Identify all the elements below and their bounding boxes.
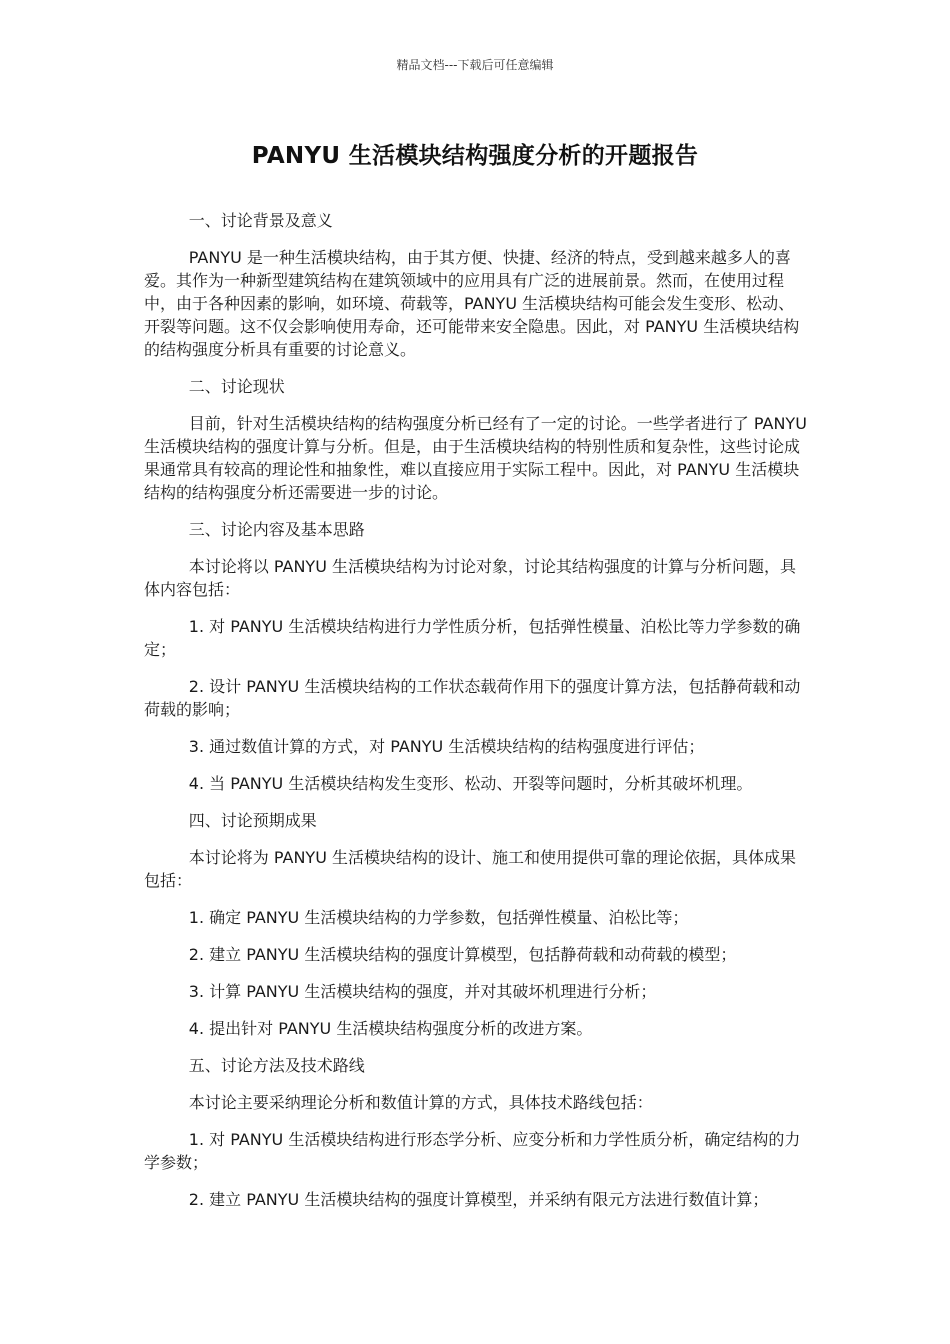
list-item: 4. 当 PANYU 生活模块结构发生变形、松动、开裂等问题时，分析其破坏机理。 bbox=[188, 774, 753, 793]
body-paragraph: PANYU 是一种生活模块结构，由于其方便、快捷、经济的特点，受到越来越多人的喜爱。其作为一种新型建筑结构在建筑领域中的应用具有广泛的进展前景。然而，在使用过程中，由于各种因素的影响，如环境、荷载等，PANYU 生活模块结构可能会发生变形、松动、开裂等问题。这不仅会影响使用寿命，还可能带来安全隐患。因此，对 PANYU 生活模块结构的结构强度分析具有重要的讨论意义。 bbox=[144, 248, 800, 359]
header-note: 精品文档---下载后可任意编辑 bbox=[396, 58, 554, 72]
list-item: 2. 建立 PANYU 生活模块结构的强度计算模型，并采纳有限元方法进行数值计算； bbox=[188, 1190, 769, 1209]
list-item: 1. 对 PANYU 生活模块结构进行力学性质分析，包括弹性模量、泊松比等力学参数的确定； bbox=[144, 617, 801, 659]
list-item: 3. 通过数值计算的方式，对 PANYU 生活模块结构的结构强度进行评估； bbox=[188, 737, 705, 756]
document-title: PANYU 生活模块结构强度分析的开题报告 bbox=[251, 143, 699, 169]
body-paragraph: 本讨论将以 PANYU 生活模块结构为讨论对象，讨论其结构强度的计算与分析问题，具体内容包括： bbox=[144, 557, 796, 599]
section-heading: 五、讨论方法及技术路线 bbox=[188, 1056, 365, 1075]
document-body bbox=[144, 209, 808, 1225]
body-paragraph: 目前，针对生活模块结构的结构强度分析已经有了一定的讨论。一些学者进行了 PANYU 生活模块结构的强度计算与分析。但是，由于生活模块结构的特别性质和复杂性，这些讨论成果通常具有较高的理论性和抽象性，难以直接应用于实际工程中。因此，对 PANYU 生活模块结构的结构强度分析还需要进一步的讨论。 bbox=[144, 414, 807, 502]
list-item: 1. 对 PANYU 生活模块结构进行形态学分析、应变分析和力学性质分析，确定结构的力学参数； bbox=[144, 1130, 801, 1172]
section-heading: 一、讨论背景及意义 bbox=[188, 211, 333, 230]
list-item: 2. 设计 PANYU 生活模块结构的工作状态载荷作用下的强度计算方法，包括静荷载和动荷载的影响； bbox=[144, 677, 801, 719]
section-heading: 三、讨论内容及基本思路 bbox=[188, 520, 365, 539]
body-paragraph: 本讨论将为 PANYU 生活模块结构的设计、施工和使用提供可靠的理论依据，具体成果包括： bbox=[144, 848, 796, 890]
list-item: 1. 确定 PANYU 生活模块结构的力学参数，包括弹性模量、泊松比等； bbox=[188, 908, 689, 927]
section-heading: 二、讨论现状 bbox=[188, 377, 285, 396]
list-item: 4. 提出针对 PANYU 生活模块结构强度分析的改进方案。 bbox=[188, 1019, 593, 1038]
body-paragraph: 本讨论主要采纳理论分析和数值计算的方式，具体技术路线包括： bbox=[188, 1093, 653, 1112]
section-heading: 四、讨论预期成果 bbox=[188, 811, 317, 830]
list-item: 2. 建立 PANYU 生活模块结构的强度计算模型，包括静荷载和动荷载的模型； bbox=[188, 945, 737, 964]
list-item: 3. 计算 PANYU 生活模块结构的强度，并对其破坏机理进行分析； bbox=[188, 982, 657, 1001]
